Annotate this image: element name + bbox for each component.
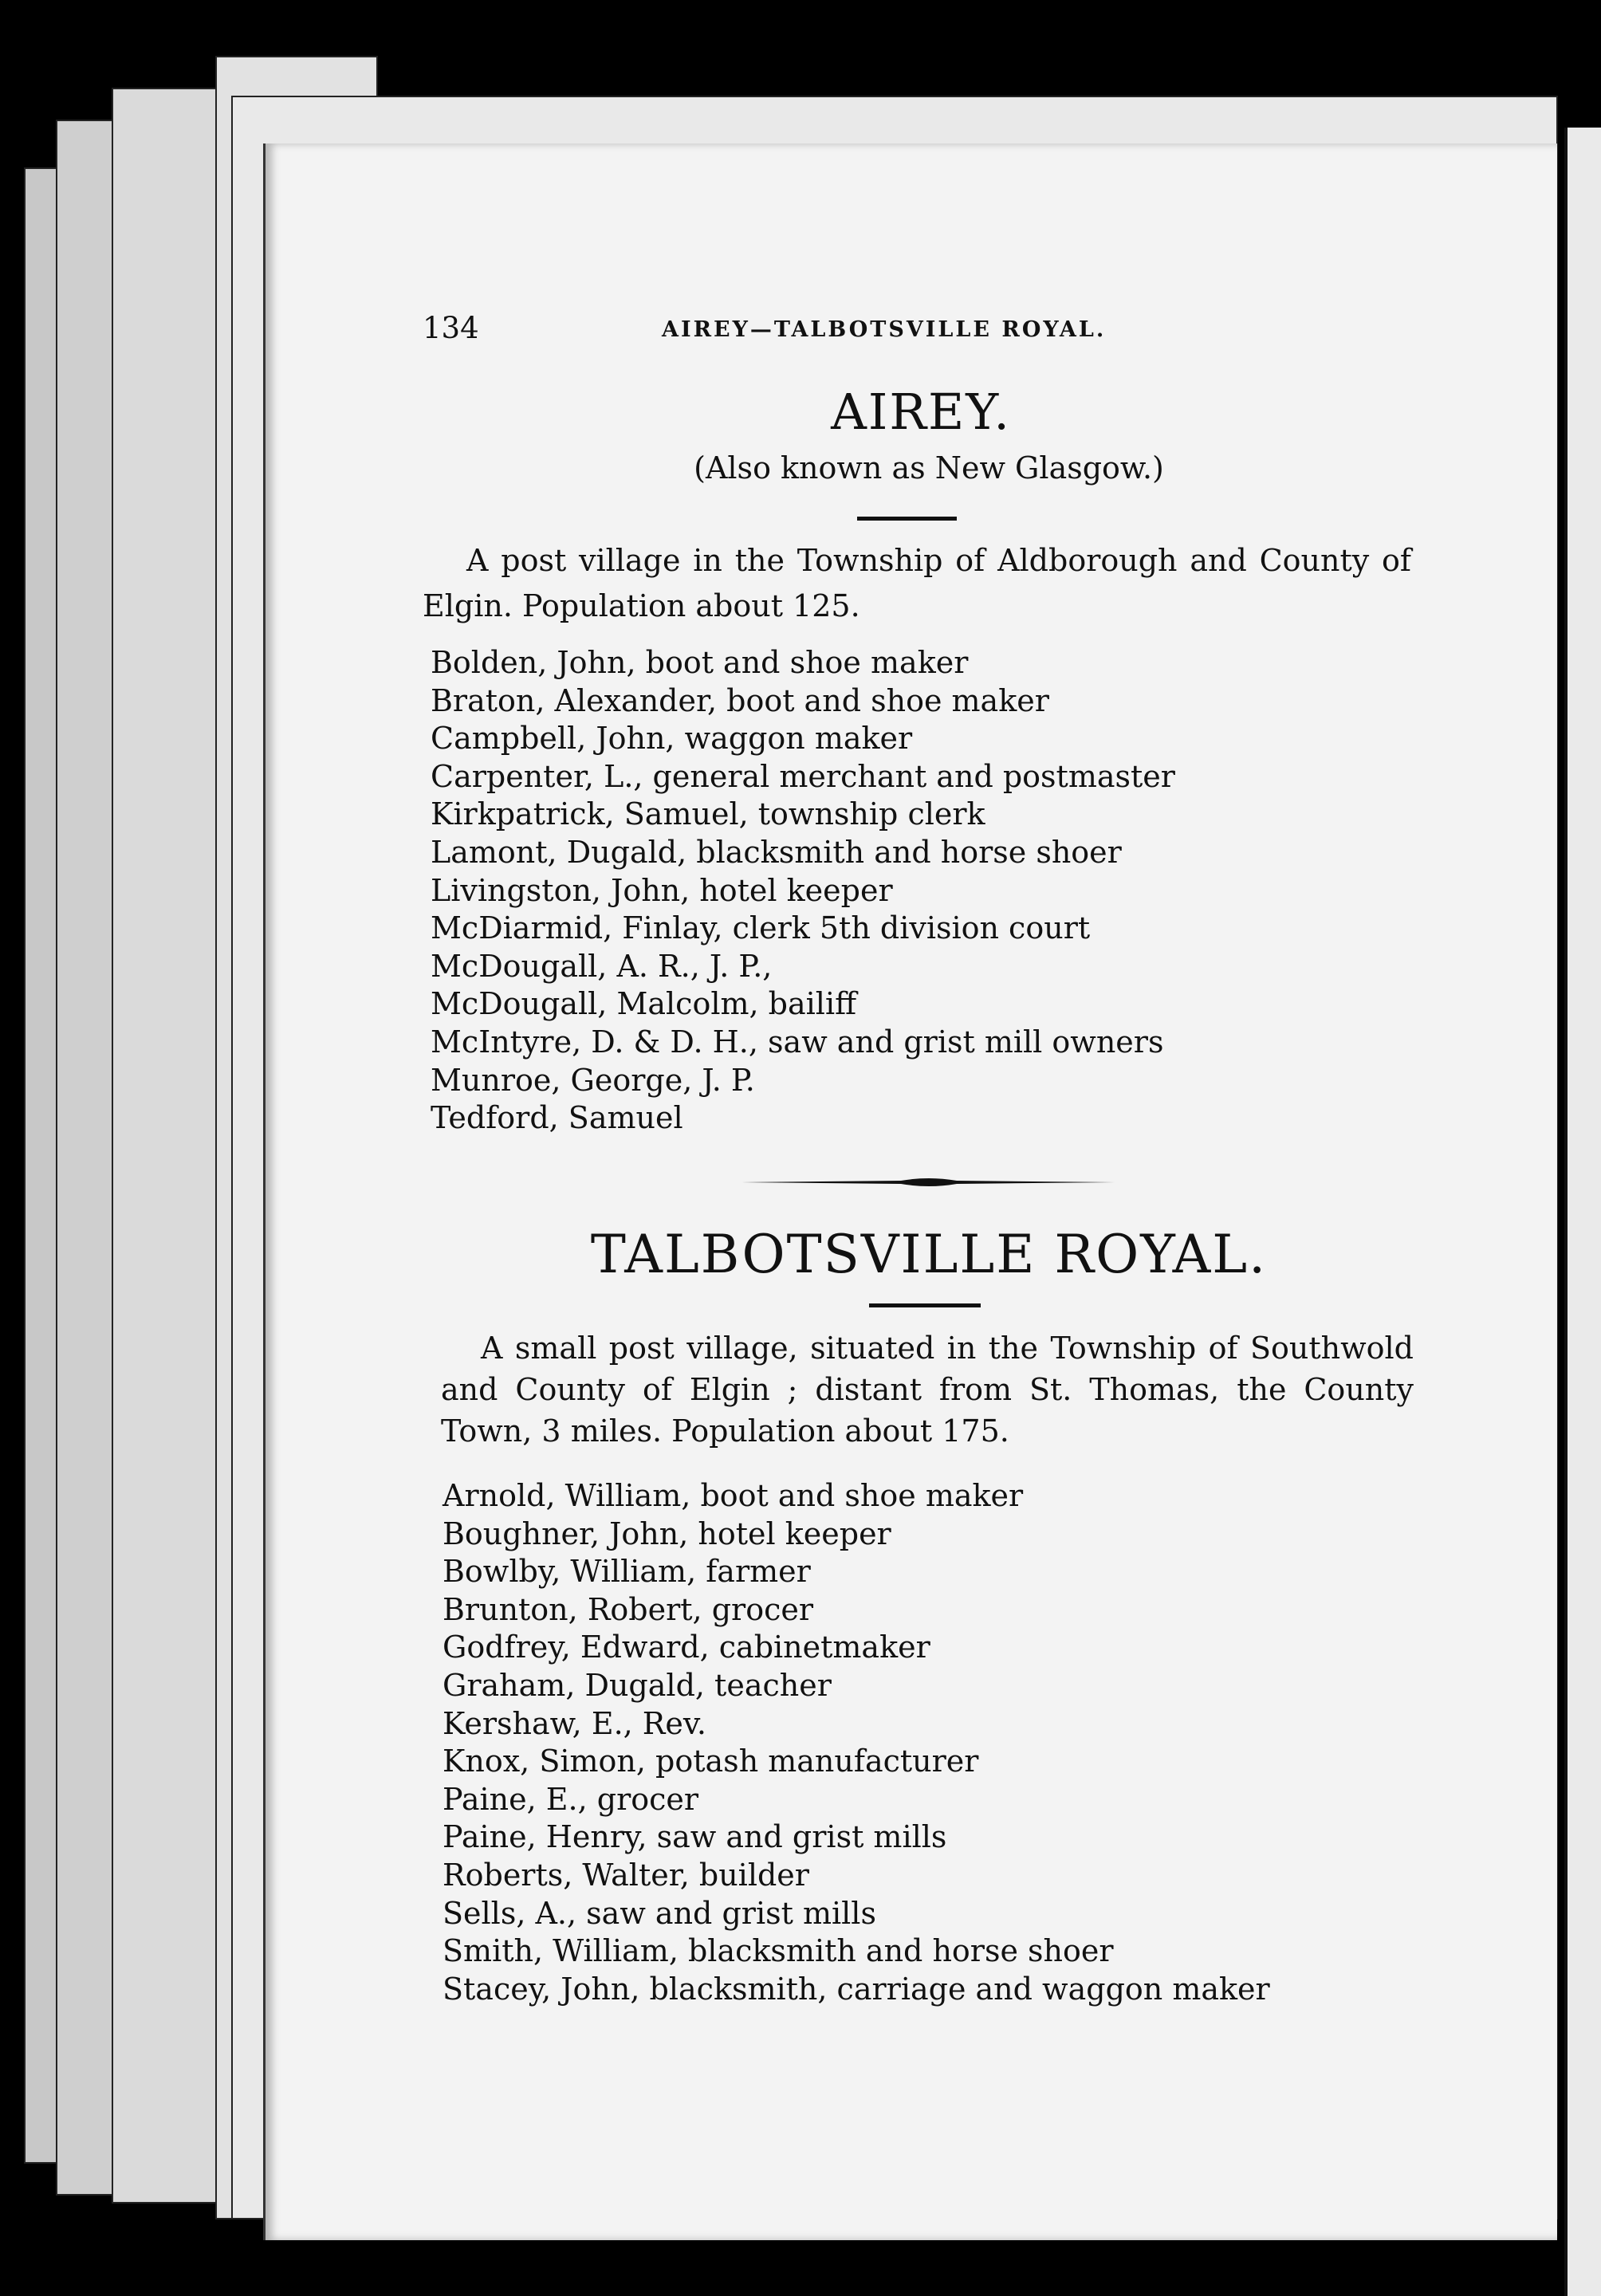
list-item: McIntyre, D. & D. H., saw and grist mill owners bbox=[431, 1024, 1164, 1060]
list-item: Stacey, John, blacksmith, carriage and waggon maker bbox=[443, 1971, 1270, 2007]
list-item: Livingston, John, hotel keeper bbox=[431, 872, 893, 908]
running-head-title: AIREY—TALBOTSVILLE ROYAL. bbox=[662, 317, 1107, 342]
facing-page-edge bbox=[1564, 128, 1601, 2296]
talbotsville-intro: A small post village, situated in the Township of Southwold and County of Elgin ; distant from St. Thomas, the County Town, 3 miles. Population about 175. bbox=[441, 1331, 1414, 1449]
list-item: Arnold, William, boot and shoe maker bbox=[443, 1478, 1024, 1513]
list-item: McDiarmid, Finlay, clerk 5th division court bbox=[431, 910, 1091, 946]
list-item: Smith, William, blacksmith and horse shoer bbox=[443, 1933, 1114, 1969]
talbotsville-directory-list bbox=[443, 1477, 1270, 2008]
list-item: Knox, Simon, potash manufacturer bbox=[443, 1744, 979, 1779]
list-item: Campbell, John, waggon maker bbox=[431, 721, 913, 757]
list-item: Munroe, George, J. P. bbox=[431, 1062, 755, 1098]
list-item: McDougall, Malcolm, bailiff bbox=[431, 986, 857, 1022]
list-item: Boughner, John, hotel keeper bbox=[443, 1516, 891, 1551]
list-item: Lamont, Dugald, blacksmith and horse shoer bbox=[431, 834, 1122, 870]
list-item: McDougall, A. R., J. P., bbox=[431, 948, 773, 984]
list-item: Braton, Alexander, boot and shoe maker bbox=[431, 682, 1049, 718]
section-divider-ornament bbox=[741, 1176, 1116, 1189]
list-item: Brunton, Robert, grocer bbox=[443, 1591, 814, 1627]
list-item: Paine, E., grocer bbox=[443, 1781, 699, 1817]
list-item: Kirkpatrick, Samuel, township clerk bbox=[431, 796, 985, 832]
list-item: Paine, Henry, saw and grist mills bbox=[443, 1819, 947, 1855]
list-item: Graham, Dugald, teacher bbox=[443, 1667, 832, 1703]
page-number: 134 bbox=[423, 311, 479, 345]
list-item: Tedford, Samuel bbox=[431, 1100, 683, 1136]
list-item: Bolden, John, boot and shoe maker bbox=[431, 645, 969, 680]
list-item: Roberts, Walter, builder bbox=[443, 1857, 809, 1893]
list-item: Sells, A., saw and grist mills bbox=[443, 1895, 876, 1931]
list-item: Bowlby, William, farmer bbox=[443, 1554, 811, 1590]
list-item: Godfrey, Edward, cabinetmaker bbox=[443, 1630, 930, 1665]
list-item: Kershaw, E., Rev. bbox=[443, 1705, 706, 1741]
airey-title: AIREY. bbox=[831, 383, 1011, 441]
talbotsville-title: TALBOTSVILLE ROYAL. bbox=[590, 1224, 1268, 1285]
title-rule bbox=[857, 517, 957, 521]
title-rule bbox=[869, 1303, 981, 1307]
list-item: Carpenter, L., general merchant and postmaster bbox=[431, 758, 1175, 794]
airey-intro: A post village in the Township of Aldborough and County of Elgin. Population about 125. bbox=[423, 543, 1411, 623]
airey-subtitle: (Also known as New Glasgow.) bbox=[694, 450, 1164, 486]
airey-directory-list bbox=[431, 644, 1175, 1138]
